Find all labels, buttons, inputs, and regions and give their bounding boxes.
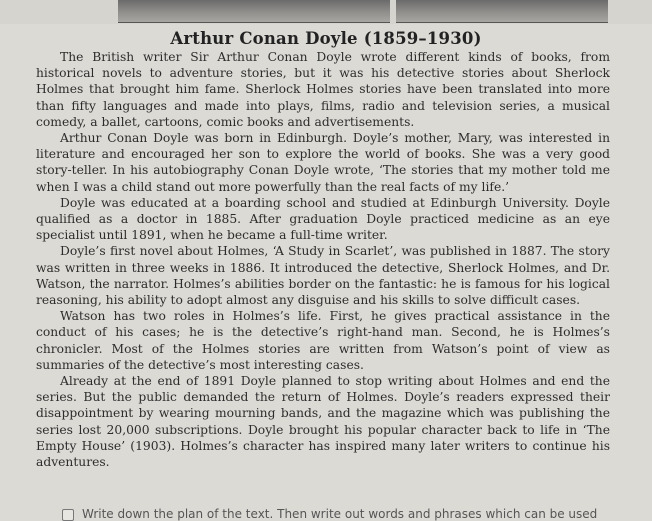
paragraph: Doyle was educated at a boarding school and studied at Edinburgh University. Doyle qualified as a doctor in 1885. After graduation Doyle practiced medicine as an eye specialist until 1891, when he became a full-time writer. — [36, 195, 610, 243]
photo-left — [118, 0, 390, 23]
article-title: Arthur Conan Doyle (1859–1930) — [170, 29, 482, 48]
checkbox-icon — [62, 509, 74, 521]
photo-strip — [0, 0, 652, 24]
paragraph: The British writer Sir Arthur Conan Doyle wrote different kinds of books, from historical novels to adventure stories, but it was his detective stories about Sherlock Holmes that brought him fame. Sherlock Holmes stories have been translated into more than fifty languages and made into plays, films, radio and television series, a musical comedy, a ballet, cartoons, comic books and advertisements. — [36, 50, 610, 129]
paragraph: Doyle’s first novel about Holmes, ‘A Study in Scarlet’, was published in 1887. The story was written in three weeks in 1886. It introduced the detective, Sherlock Holmes, and Dr. Watson, the narrator. Holmes’s abilities border on the fantastic: he is famous for his logical reasoning, his ability to adopt almost any disguise and his skills to solve difficult cases. — [36, 244, 610, 308]
task-text: Write down the plan of the text. Then write out words and phrases which can be used — [82, 507, 598, 521]
paragraph: Watson has two roles in Holmes’s life. First, he gives practical assistance in the conduct of his cases; he is the detective’s right-hand man. Second, he is Holmes’s chronicler. Most of the Holmes stories are written from Watson’s point of view as summaries of the detective’s most interesting cases. — [36, 309, 610, 372]
paragraph: Arthur Conan Doyle was born in Edinburgh. Doyle’s mother, Mary, was interested in literature and encouraged her son to explore the world of books. She was a very good story-teller. In his autobiography Conan Doyle wrote, ‘The stories that my mother told me when I was a child stand out more powerfully than the real facts of my life.’ — [36, 131, 610, 194]
photo-right — [396, 0, 608, 23]
article-body — [36, 49, 610, 470]
task-instruction — [62, 507, 652, 521]
paragraph: Already at the end of 1891 Doyle planned to stop writing about Holmes and end the series. But the public demanded the return of Holmes. Doyle’s readers expressed their disappointment by wearing mourning bands, and the magazine which was publishing the series lost 20,000 subscriptions. Doyle brought his popular character back to life in ‘The Empty House’ (1903). Holmes’s character has inspired many later writers to continue his adventures. — [36, 374, 610, 470]
